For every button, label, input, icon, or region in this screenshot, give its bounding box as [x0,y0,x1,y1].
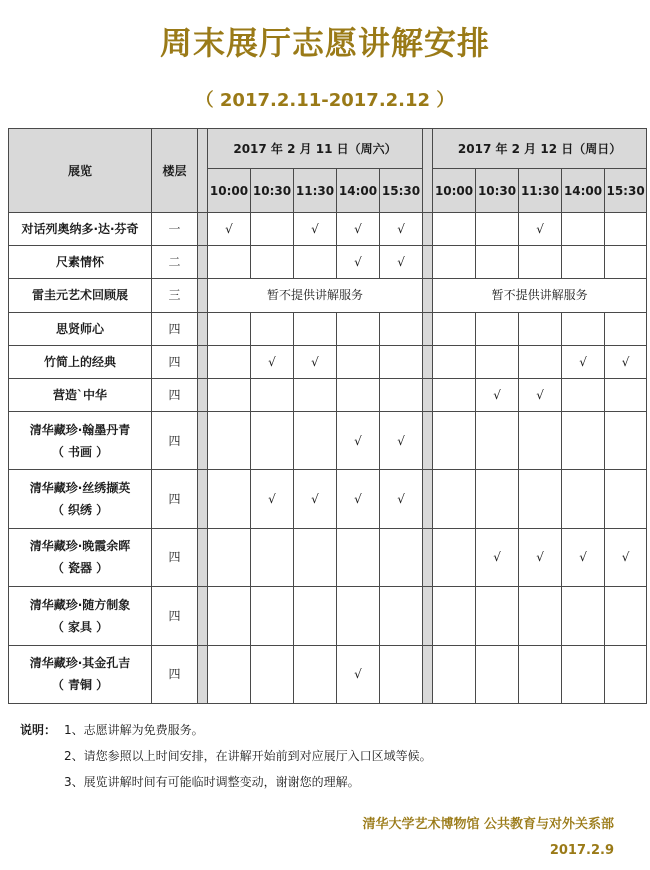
column-divider [198,587,208,645]
slot-cell [433,470,476,528]
slot-cell [251,587,294,645]
slot-cell [476,470,519,528]
header-time: 11:30 [519,169,562,213]
slot-cell: √ [380,470,423,528]
exhibit-cell [9,312,152,345]
slot-cell [208,246,251,279]
exhibit-cell [9,345,152,378]
exhibit-name: 营造`中华 [52,388,107,403]
slot-cell: √ [562,528,605,586]
column-divider [423,528,433,586]
slot-cell [380,345,423,378]
column-divider [423,213,433,246]
slot-cell [476,587,519,645]
slot-cell: √ [208,213,251,246]
exhibit-name: 清华藏珍·随方制象 [29,597,131,612]
header-time: 11:30 [294,169,337,213]
exhibit-name: 竹简上的经典 [43,354,116,369]
slot-cell [251,412,294,470]
slot-cell [433,528,476,586]
floor-cell: 四 [152,412,198,470]
floor-cell: 三 [152,279,198,312]
column-divider [423,129,433,213]
notes-label: 说明： [20,723,57,737]
exhibit-category: （ 织绣 ） [51,503,109,518]
slot-cell: √ [476,378,519,411]
exhibit-category: （ 青铜 ） [51,678,109,693]
slot-cell: √ [294,213,337,246]
column-divider [198,345,208,378]
slot-cell [562,246,605,279]
exhibit-category: （ 家具 ） [51,619,109,634]
table-row [9,378,647,411]
table-row [9,470,647,528]
column-divider [423,345,433,378]
column-divider [198,129,208,213]
floor-cell: 四 [152,345,198,378]
column-divider [423,587,433,645]
slot-cell [476,312,519,345]
slot-cell [208,470,251,528]
no-service-note: 暂不提供讲解服务 [433,279,647,312]
slot-cell [208,412,251,470]
exhibit-cell [9,378,152,411]
header-floor: 楼层 [152,129,198,213]
exhibit-cell [9,213,152,246]
slot-cell [433,312,476,345]
slot-cell: √ [562,345,605,378]
note-text: 2、请您参照以上时间安排，在讲解开始前到对应展厅入口区域等候。 [64,749,432,763]
slot-cell [476,412,519,470]
slot-cell [294,587,337,645]
slot-cell [605,645,647,704]
exhibit-name: 清华藏珍·丝绣撷英 [29,481,131,496]
slot-cell [251,378,294,411]
slot-cell [519,312,562,345]
exhibit-category: （ 瓷器 ） [51,561,109,576]
slot-cell: √ [605,345,647,378]
header-day-2: 2017 年 2 月 12 日（周日） [433,129,647,169]
slot-cell [433,213,476,246]
slot-cell: √ [294,345,337,378]
header-time: 10:00 [433,169,476,213]
slot-cell [337,587,380,645]
slot-cell [337,378,380,411]
exhibit-cell [9,246,152,279]
exhibit-name: 尺素情怀 [55,255,104,270]
slot-cell [208,587,251,645]
column-divider [198,645,208,704]
slot-cell [433,587,476,645]
column-divider [423,312,433,345]
slot-cell [519,412,562,470]
slot-cell [562,645,605,704]
slot-cell [208,312,251,345]
schedule-table [8,128,647,704]
notes-section [20,722,432,800]
slot-cell [294,378,337,411]
slot-cell [380,587,423,645]
slot-cell [519,470,562,528]
column-divider [198,279,208,312]
slot-cell [519,587,562,645]
slot-cell [605,470,647,528]
table-row [9,645,647,704]
slot-cell [251,528,294,586]
column-divider [423,645,433,704]
slot-cell [337,345,380,378]
slot-cell [251,246,294,279]
column-divider [198,378,208,411]
floor-cell: 四 [152,587,198,645]
slot-cell: √ [337,412,380,470]
slot-cell [380,528,423,586]
slot-cell [562,470,605,528]
slot-cell: √ [380,213,423,246]
header-time: 10:00 [208,169,251,213]
slot-cell [433,645,476,704]
slot-cell [337,312,380,345]
slot-cell: √ [337,213,380,246]
slot-cell [380,312,423,345]
exhibit-name: 清华藏珍·晚霞余晖 [29,539,131,554]
slot-cell [251,312,294,345]
exhibit-name: 清华藏珍·翰墨丹青 [29,422,131,437]
slot-cell [562,213,605,246]
slot-cell [208,345,251,378]
exhibit-name: 思贤师心 [55,321,104,336]
slot-cell: √ [337,470,380,528]
slot-cell: √ [251,345,294,378]
floor-cell: 四 [152,528,198,586]
slot-cell: √ [476,528,519,586]
slot-cell [476,345,519,378]
column-divider [423,470,433,528]
floor-cell: 四 [152,378,198,411]
table-row [9,528,647,586]
slot-cell [519,246,562,279]
slot-cell [337,528,380,586]
note-item [20,748,432,774]
note-item [20,722,432,748]
footer-organization: 清华大学艺术博物馆 公共教育与对外关系部 [362,817,614,832]
date-range-subtitle: （ 2017.2.11-2017.2.12 ） [195,90,455,111]
header-exhibit: 展览 [9,129,152,213]
exhibit-category: （ 书画 ） [51,444,109,459]
floor-cell: 一 [152,213,198,246]
column-divider [423,378,433,411]
slot-cell [476,213,519,246]
exhibit-cell [9,470,152,528]
slot-cell [294,246,337,279]
slot-cell [562,587,605,645]
table-row [9,213,647,246]
note-item [20,774,432,800]
slot-cell [294,412,337,470]
column-divider [198,412,208,470]
exhibit-cell [9,279,152,312]
slot-cell [562,378,605,411]
slot-cell [251,213,294,246]
column-divider [423,246,433,279]
slot-cell: √ [251,470,294,528]
slot-cell [208,528,251,586]
header-time: 15:30 [605,169,647,213]
slot-cell [208,378,251,411]
column-divider [198,528,208,586]
table-row [9,345,647,378]
table-row [9,312,647,345]
slot-cell [433,345,476,378]
slot-cell [605,213,647,246]
floor-cell: 二 [152,246,198,279]
slot-cell [433,378,476,411]
slot-cell [476,246,519,279]
exhibit-name: 雷圭元艺术回顾展 [31,288,128,303]
exhibit-cell [9,645,152,704]
slot-cell: √ [605,528,647,586]
slot-cell [433,412,476,470]
header-day-1: 2017 年 2 月 11 日（周六） [208,129,423,169]
table-row [9,279,647,312]
column-divider [423,412,433,470]
slot-cell [294,528,337,586]
footer-date: 2017.2.9 [549,843,614,858]
slot-cell [519,645,562,704]
slot-cell [605,312,647,345]
exhibit-cell [9,528,152,586]
floor-cell: 四 [152,312,198,345]
slot-cell [562,312,605,345]
header-time: 15:30 [380,169,423,213]
slot-cell: √ [519,213,562,246]
column-divider [198,213,208,246]
slot-cell: √ [294,470,337,528]
slot-cell [476,645,519,704]
exhibit-name: 清华藏珍·其金孔吉 [29,656,131,671]
exhibit-name: 对话列奥纳多·达·芬奇 [21,222,139,237]
exhibit-cell [9,412,152,470]
table-row [9,412,647,470]
slot-cell [562,412,605,470]
floor-cell: 四 [152,470,198,528]
slot-cell [605,246,647,279]
slot-cell: √ [380,412,423,470]
slot-cell: √ [337,246,380,279]
slot-cell [294,312,337,345]
table-row [9,246,647,279]
no-service-note: 暂不提供讲解服务 [208,279,423,312]
page-title: 周末展厅志愿讲解安排 [159,24,490,62]
slot-cell [251,645,294,704]
header-time: 10:30 [476,169,519,213]
column-divider [423,279,433,312]
slot-cell [433,246,476,279]
slot-cell [380,378,423,411]
column-divider [198,246,208,279]
slot-cell: √ [337,645,380,704]
floor-cell: 四 [152,645,198,704]
column-divider [198,312,208,345]
note-text: 1、志愿讲解为免费服务。 [64,723,204,737]
note-text: 3、展览讲解时间有可能临时调整变动，谢谢您的理解。 [64,775,360,789]
slot-cell [605,378,647,411]
table-row [9,587,647,645]
slot-cell: √ [519,378,562,411]
slot-cell [294,645,337,704]
header-time: 10:30 [251,169,294,213]
slot-cell: √ [519,528,562,586]
slot-cell: √ [380,246,423,279]
header-time: 14:00 [337,169,380,213]
slot-cell [380,645,423,704]
slot-cell [605,412,647,470]
slot-cell [519,345,562,378]
column-divider [198,470,208,528]
header-time: 14:00 [562,169,605,213]
exhibit-cell [9,587,152,645]
slot-cell [208,645,251,704]
slot-cell [605,587,647,645]
footer [362,812,614,864]
